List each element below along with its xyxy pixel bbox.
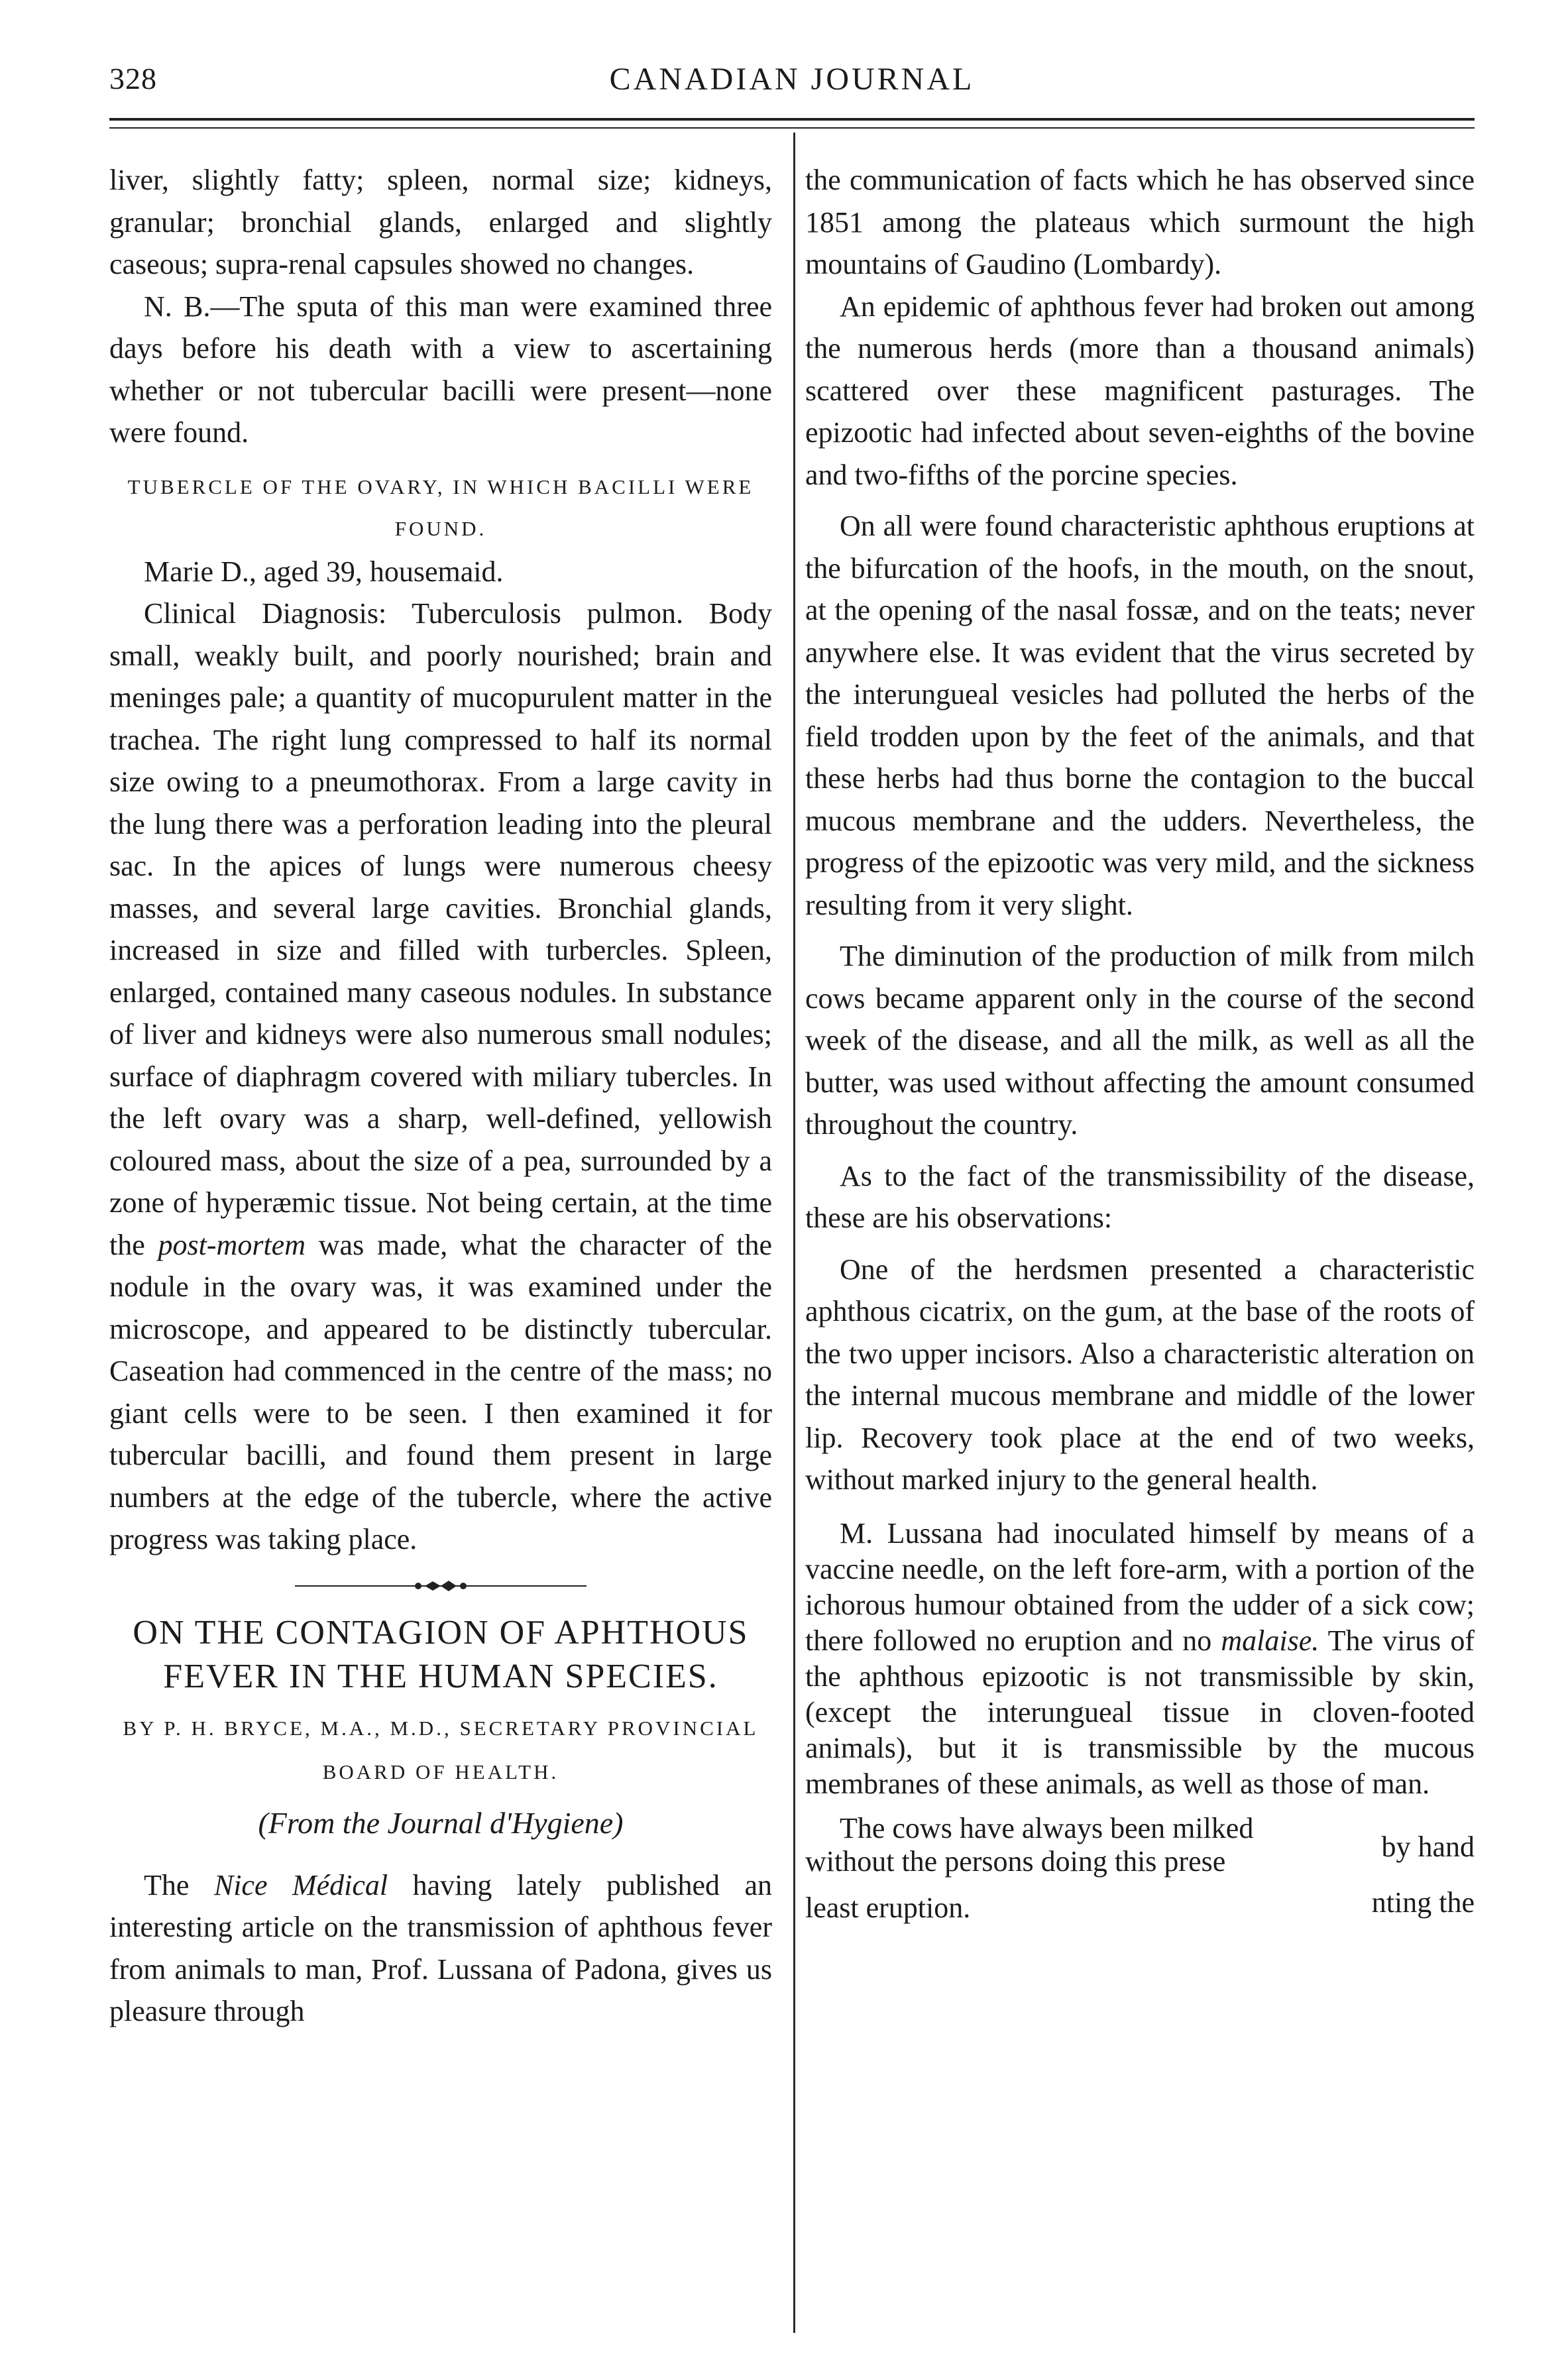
text-line: nting the	[1371, 1886, 1475, 1919]
paragraph: Marie D., aged 39, housemaid.	[144, 555, 504, 588]
text-run: Clinical Diagnosis: Tuberculosis pulmon. Body small, weakly built, and poorly nourished; brain and meninges pale; a quantity of mucopurulent matter in the trachea. The right lung compressed to half its normal size owing to a pneumothorax. From a large cavity in the lung there was a perforation leading into the pleural sac. In the apices of lungs were numerous cheesy masses, and several large cavities. Bronchial glands, increased in size and filled with turbercles. Spleen, enlarged, contained many caseous nodules. In substance of liver and kidneys were also numerous small nodules; surface of diaphragm covered with miliary tubercles. In the left ovary was a sharp, well-defined, yellowish coloured mass, about the size of a pea, surrounded by a zone of hyperæmic tissue. Not being certain, at the time the	[109, 597, 772, 1261]
paragraph: One of the herdsmen presented a characteristic aphthous cicatrix, on the gum, at the base of the roots of the two upper incisors. Also a characteristic alteration on the internal mucous membrane and middle of the lower lip. Recovery took place at the end of two weeks, without marked injury to the general health.	[805, 1253, 1475, 1496]
running-header	[109, 61, 1475, 114]
paragraph: On all were found characteristic aphthous eruptions at the bifurcation of the hoofs, in the mouth, on the snout, at the opening of the nasal fossæ, and on the teats; never anywhere else. It was evident that the virus secreted by the interungueal vesicles had polluted the herbs of the field trodden upon by the feet of the animals, and that these herbs had thus borne the contagion to the buccal mucous membrane and the udders. Nevertheless, the progress of the epizootic was very mild, and the sickness resulting from it very slight.	[805, 510, 1475, 921]
text-run: having lately published an interesting article on the transmission of aphthous fever from animals to man, Prof. Lussana of Padona, gives us pleasure through	[109, 1868, 773, 2027]
byline: BY P. H. BRYCE, M.A., M.D., SECRETARY PROVINCIAL BOARD OF HEALTH.	[123, 1716, 759, 1783]
paragraph: As to the fact of the transmissibility of the disease, these are his observations:	[805, 1159, 1475, 1234]
paragraph-tail-end	[805, 1886, 1475, 1931]
paragraph	[109, 592, 772, 1561]
tight-block	[805, 1516, 1475, 1802]
left-column	[109, 159, 772, 2033]
text-line: The cows have always been milked	[840, 1811, 1254, 1844]
article-title: ON THE CONTAGION OF APHTHOUS FEVER IN THE HUMAN SPECIES.	[133, 1613, 749, 1695]
italic-term: malaise.	[1221, 1624, 1319, 1657]
header-rule-thin	[109, 127, 1475, 129]
case-heading: TUBERCLE OF THE OVARY, IN WHICH BACILLI WERE FOUND.	[127, 475, 754, 540]
paragraph: N. B.—The sputa of this man were examined three days before his death with a view to ascertaining whether or not tubercular bacilli were present—none were found.	[109, 290, 772, 449]
text-line: least eruption.	[805, 1891, 971, 1924]
header-rule-thick	[109, 118, 1475, 121]
text-run: was made, what the character of the nodule in the ovary was, it was examined under the microscope, and appeared to be distinctly tubercular. Caseation had commenced in the centre of the mass; no giant cells were to be seen. I then examined it for tubercular bacilli, and found them present in large numbers at the edge of the tubercle, where the active progress was taking place.	[109, 1228, 773, 1555]
paragraph	[805, 1516, 1475, 1802]
paragraph: The diminution of the production of milk from milch cows became apparent only in the course of the second week of the disease, and all the milk, as well as all the butter, was used without affecting the amount consumed throughout the country.	[805, 940, 1475, 1141]
paragraph: the communication of facts which he has observed since 1851 among the plateaus which surmount the high mountains of Gaudino (Lombardy).	[805, 164, 1475, 280]
text-line: without the persons doing this prese	[805, 1844, 1226, 1878]
section-ornament	[109, 1578, 772, 1598]
paragraph-tail	[805, 1811, 1475, 1891]
text-run: The virus of the aphthous epizootic is not transmissible by skin, (except the interungueal tissue in cloven-footed animals), but it is transmissible by the mucous membranes of these animals, as well as those of man.	[805, 1624, 1475, 1800]
running-title: CANADIAN JOURNAL	[609, 62, 975, 97]
text-line: by hand	[1381, 1830, 1475, 1863]
paragraph: liver, slightly fatty; spleen, normal size; kidneys, granular; bronchial glands, enlarged and slightly caseous; supra-renal capsules showed no changes.	[109, 164, 772, 280]
italic-title: Nice Médical	[213, 1868, 388, 1901]
column-divider	[793, 133, 795, 2333]
text-run: M. Lussana had inoculated himself by means of a vaccine needle, on the left fore-arm, with a portion of the ichorous humour obtained from the udder of a sick cow; there followed no eruption and no	[805, 1516, 1475, 1657]
text-run: The	[144, 1868, 190, 1901]
ornament-rule-icon	[295, 1578, 587, 1594]
italic-term: post-mortem	[158, 1228, 306, 1261]
page-number: 328	[109, 62, 157, 95]
source-note: (From the Journal d'Hygiene)	[258, 1805, 624, 1840]
paragraph: An epidemic of aphthous fever had broken out among the numerous herds (more than a thousand animals) scattered over these magnificent pasturages. The epizootic had infected about seven-eighths of the bovine and two-fifths of the porcine species.	[805, 290, 1475, 491]
right-column	[805, 159, 1475, 1931]
paragraph	[109, 1864, 772, 2033]
